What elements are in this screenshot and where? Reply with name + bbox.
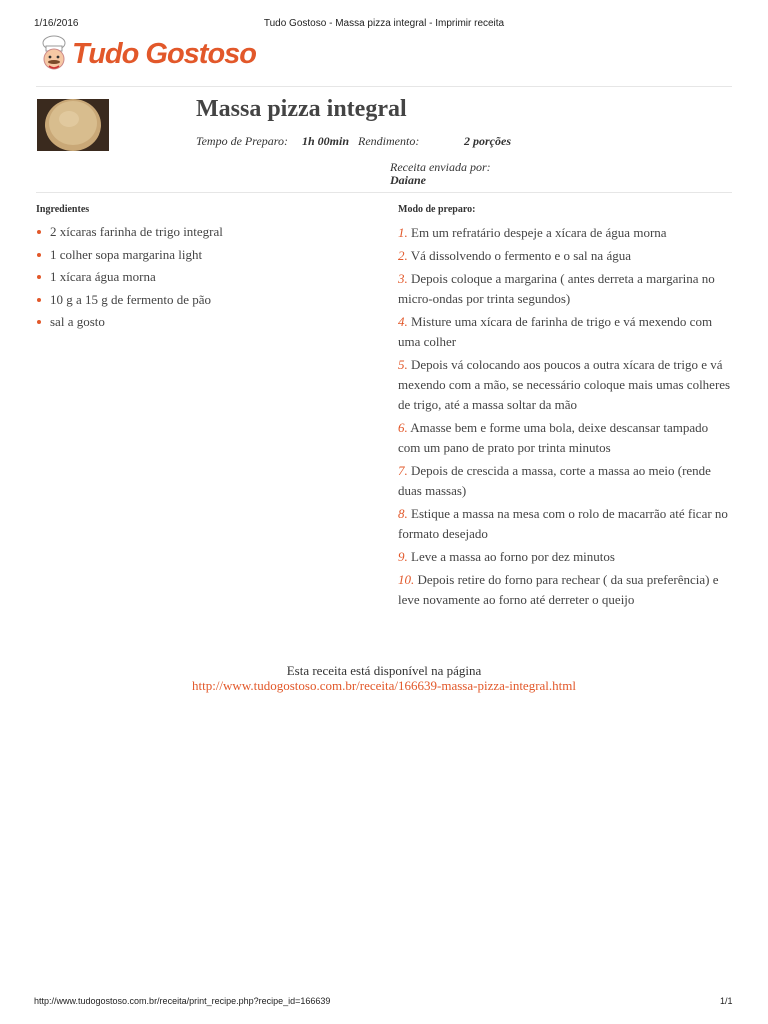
ingredients-list [36,223,366,336]
step-text: Amasse bem e forme uma bola, deixe descansar tampado com um pano de prato por trinta minutos [398,420,709,455]
step-number: 4. [398,314,408,329]
recipe-link[interactable]: http://www.tudogostoso.com.br/receita/166639-massa-pizza-integral.html [191,678,576,693]
bullet-icon [37,320,41,324]
footer-url: http://www.tudogostoso.com.br/receita/print_recipe.php?recipe_id=166639 [34,996,331,1006]
method-step [398,570,732,610]
print-date: 1/16/2016 [34,18,79,29]
method-step [398,312,732,352]
chef-mascot-icon [36,34,72,74]
ingredients-heading: Ingredientes [36,204,90,215]
step-number: 5. [398,357,408,372]
step-number: 1. [398,225,408,240]
method-step [398,547,732,567]
method-step [398,223,732,243]
bullet-icon [37,230,41,234]
bullet-icon [37,298,41,302]
bullet-icon [37,275,41,279]
method-step [398,504,732,544]
step-number: 3. [398,271,408,286]
availability-text: Esta receita está disponível na página [286,663,482,678]
method-heading: Modo de preparo: [398,204,476,215]
step-number: 8. [398,506,408,521]
step-number: 7. [398,463,408,478]
prep-time-label: Tempo de Preparo: [196,134,288,148]
footer-page-number: 1/1 [720,996,733,1006]
step-text: Depois coloque a margarina ( antes derreta a margarina no micro-ondas por trinta segundos) [398,271,715,306]
header-divider [36,86,732,87]
recipe-photo [37,99,109,151]
info-divider [36,192,732,193]
method-step [398,418,732,458]
print-page-title: Tudo Gostoso - Massa pizza integral - Imprimir receita [263,18,505,29]
step-text: Vá dissolvendo o fermento e o sal na água [410,248,631,263]
method-step [398,269,732,309]
author-name: Daiane [390,173,426,187]
ingredient-item: sal a gosto [36,313,366,331]
method-steps [398,223,732,613]
method-step [398,461,732,501]
method-step [398,246,732,266]
step-number: 2. [398,248,408,263]
yield-label: Rendimento: [358,134,420,148]
bullet-icon [37,253,41,257]
step-text: Leve a massa ao forno por dez minutos [411,549,615,564]
step-number: 6. [398,420,408,435]
step-text: Depois vá colocando aos poucos a outra xícara de trigo e vá mexendo com a mão, se necessário coloque mais umas colheres de trigo, até a massa soltar da mão [398,357,731,412]
site-logo[interactable]: Tudo Gostoso [72,38,257,70]
step-text: Depois de crescida a massa, corte a massa ao meio (rende duas massas) [398,463,711,498]
step-text: Em um refratário despeje a xícara de água morna [411,225,667,240]
step-number: 9. [398,549,408,564]
sent-by-label: Receita enviada por: [390,160,491,174]
step-text: Misture uma xícara de farinha de trigo e vá mexendo com uma colher [398,314,713,349]
ingredient-item: 1 xícara água morna [36,268,366,286]
step-text: Depois retire do forno para rechear ( da sua preferência) e leve novamente ao forno até derreter o queijo [398,572,719,607]
step-text: Estique a massa na mesa com o rolo de macarrão até ficar no formato desejado [398,506,728,541]
recipe-title: Massa pizza integral [196,96,407,122]
ingredient-item: 2 xícaras farinha de trigo integral [36,223,366,241]
ingredient-item: 1 colher sopa margarina light [36,246,366,264]
step-number: 10. [398,572,415,587]
prep-time-value: 1h 00min [302,134,350,148]
yield-value: 2 porções [464,134,511,148]
method-step [398,355,732,415]
ingredient-item: 10 g a 15 g de fermento de pão [36,291,366,309]
